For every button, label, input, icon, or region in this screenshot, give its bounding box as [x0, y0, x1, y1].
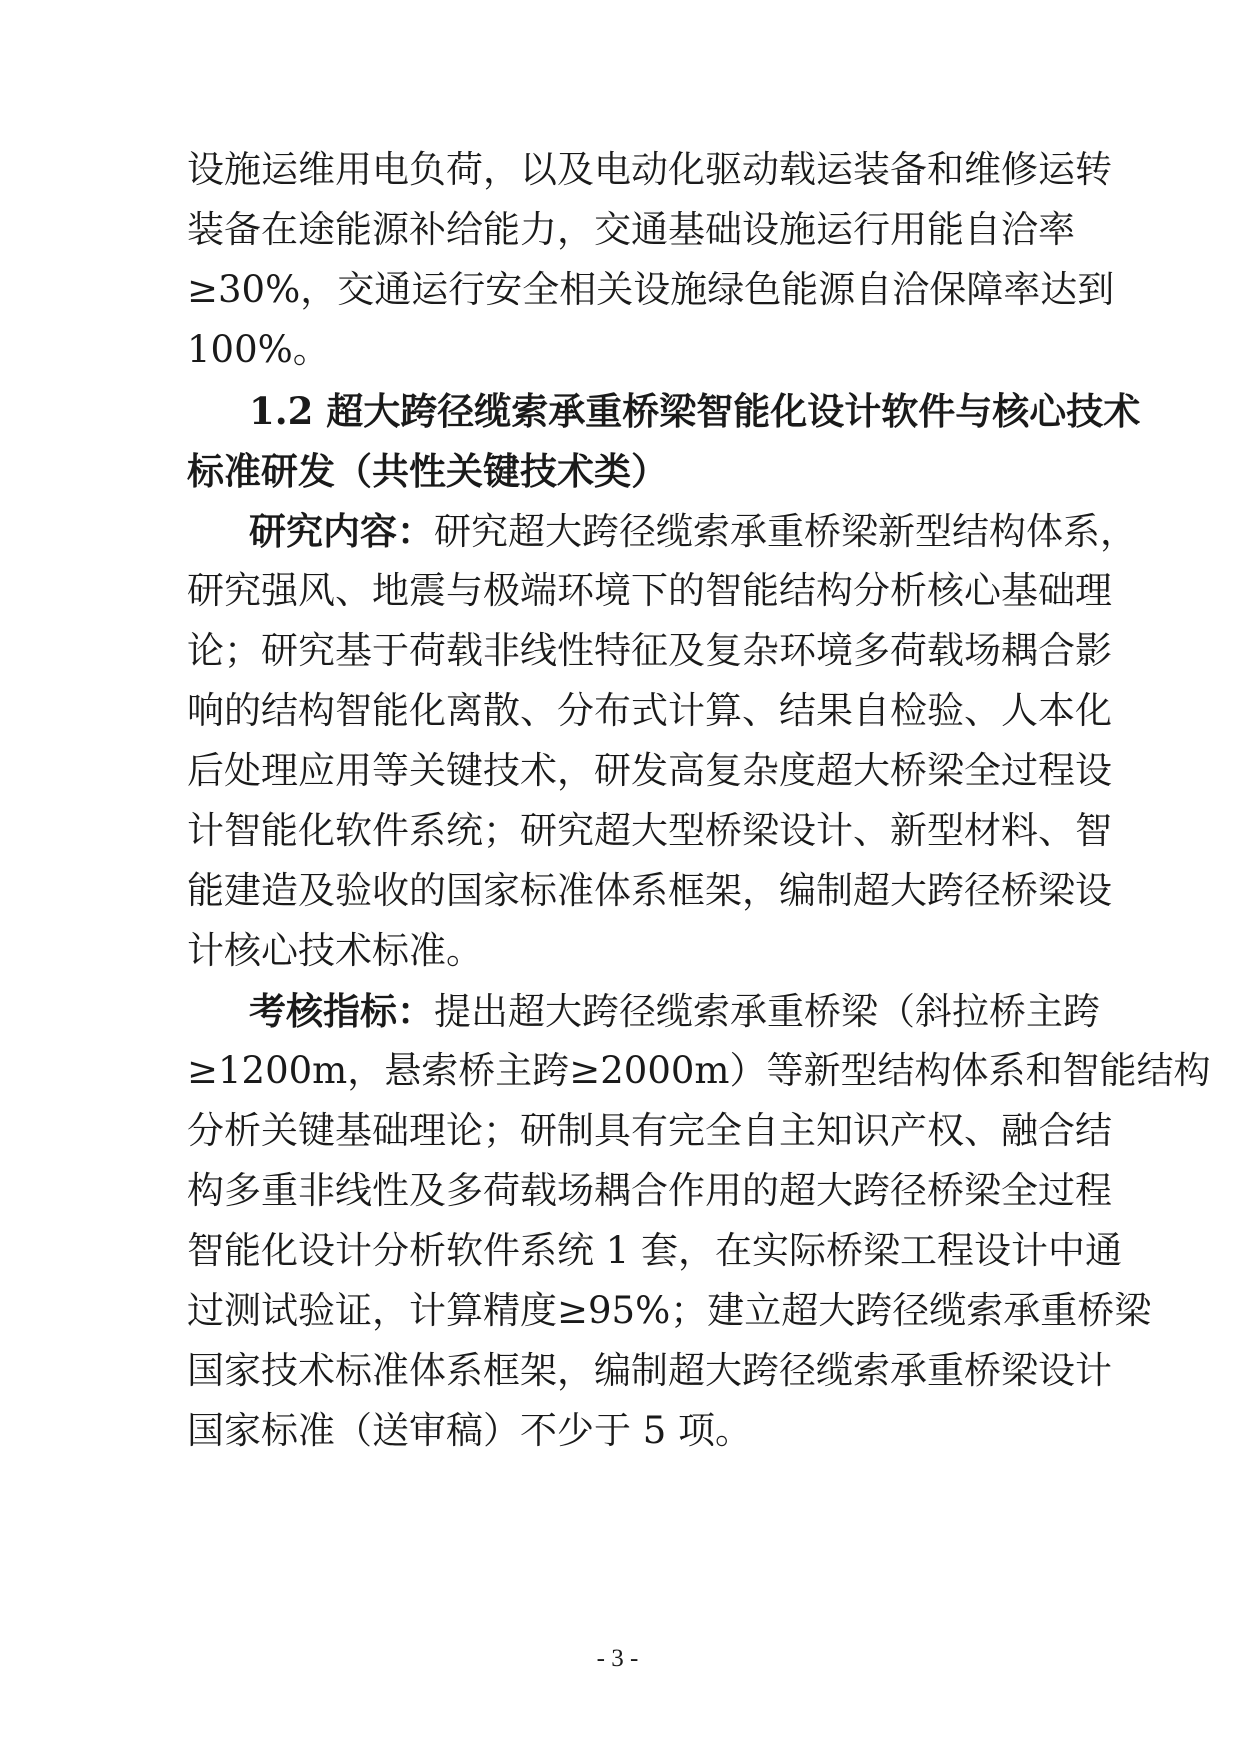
research-text: 研究超大跨径缆索承重桥梁新型结构体系， [434, 510, 1137, 553]
assessment-text: 提出超大跨径缆索承重桥梁（斜拉桥主跨 [434, 990, 1100, 1033]
research-line: 后处理应用等关键技术，研发高复杂度超大桥梁全过程设 [187, 749, 1112, 792]
paragraph-line: ≥30%，交通运行安全相关设施绿色能源自洽保障率达到 [187, 268, 1115, 311]
assessment-line: 智能化设计分析软件系统 1 套，在实际桥梁工程设计中通 [187, 1229, 1123, 1272]
section-heading: 1.2 超大跨径缆索承重桥梁智能化设计软件与核心技术 [249, 389, 1141, 433]
assessment-line: 分析关键基础理论；研制具有完全自主知识产权、融合结 [187, 1109, 1112, 1152]
research-line: 计核心技术标准。 [187, 929, 483, 972]
research-line: 能建造及验收的国家标准体系框架，编制超大跨径桥梁设 [187, 869, 1112, 912]
paragraph-line: 设施运维用电负荷，以及电动化驱动载运装备和维修运转 [187, 148, 1112, 191]
assessment-first-line [187, 979, 1100, 1043]
section-heading: 标准研发（共性关键技术类） [187, 449, 668, 493]
assessment-line: 过测试验证，计算精度≥95%；建立超大跨径缆索承重桥梁 [187, 1289, 1152, 1332]
research-label: 研究内容： [249, 509, 434, 553]
research-line: 计智能化软件系统；研究超大型桥梁设计、新型材料、智 [187, 809, 1112, 852]
research-first-line [187, 499, 1137, 563]
assessment-line: ≥1200m，悬索桥主跨≥2000m）等新型结构体系和智能结构 [187, 1049, 1211, 1092]
assessment-line: 构多重非线性及多荷载场耦合作用的超大跨径桥梁全过程 [187, 1169, 1112, 1212]
research-line: 研究强风、地震与极端环境下的智能结构分析核心基础理 [187, 569, 1112, 612]
page-number: - 3 - [596, 1645, 639, 1672]
paragraph-line: 装备在途能源补给能力，交通基础设施运行用能自洽率 [187, 208, 1075, 251]
assessment-label: 考核指标： [249, 989, 434, 1033]
assessment-line: 国家技术标准体系框架，编制超大跨径缆索承重桥梁设计 [187, 1349, 1112, 1392]
research-line: 响的结构智能化离散、分布式计算、结果自检验、人本化 [187, 689, 1112, 732]
paragraph-line: 100%。 [187, 328, 330, 371]
assessment-line: 国家标准（送审稿）不少于 5 项。 [187, 1409, 753, 1452]
research-line: 论；研究基于荷载非线性特征及复杂环境多荷载场耦合影 [187, 629, 1112, 672]
